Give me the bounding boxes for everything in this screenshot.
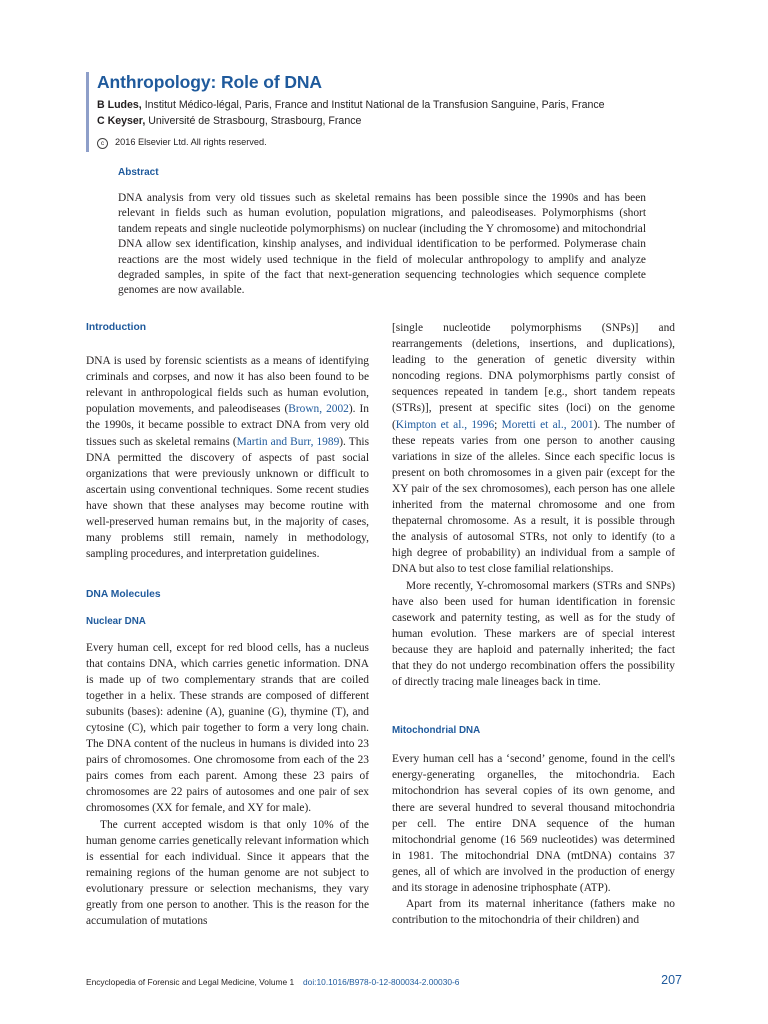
text-run: [single nucleotide polymorphisms (SNPs)] and rearrangements (deletions, insertions, and duplications), leading to the generation of genetic diversity within noncoding regions. DNA polymorphisms partly consist of sequences repeated in tandem [e.g., short tandem repeats (STRs)], present at specific sites (loci) on the genome ( bbox=[392, 322, 675, 431]
section-heading-introduction: Introduction bbox=[86, 322, 147, 333]
citation-link[interactable]: Brown, 2002 bbox=[288, 403, 349, 416]
nuclear-paragraph-2: The current accepted wisdom is that only 10% of the human genome carries genetically relevant information which is essential for each individual. Since it appears that the remaining regions of the human genome are not subject to evolutionary pressure or selection mechanisms, they vary greatly from one person to another. This is the reason for the accumulation of mutations bbox=[86, 818, 369, 928]
author-line-1 bbox=[97, 99, 605, 111]
mito-paragraph-1: Every human cell has a ‘second’ genome, found in the cell's energy-generating organelles, the mitochondria. Each mitochondrion has several copies of its own genome, and there are several hundred to several thousand mitochondria per cell. The entire DNA sequence of the human mitochondrial genome (16 569 nucleotides) was determined in 1981. The mitochondrial DNA (mtDNA) contains 37 genes, all of which are involved in the production of energy and its storage in adenosine triphosphate (ATP). bbox=[392, 753, 675, 894]
text-run: ). The number of these repeats varies from one person to another causing variations in size of the alleles. Since each specific locus is present on both chromosomes in a given pair (except for the XY pair of the sex chromosomes), each person has one allele inherited from the maternal chromosome and one from thepaternal chromosome. As a result, it is possible through the analysis of autosomal STRs, not only to identify (to a high degree of probability) an individual from a sample of DNA but also to test close familial relationships. bbox=[392, 418, 675, 576]
subsection-heading-nuclear-dna: Nuclear DNA bbox=[86, 616, 146, 628]
nuclear-paragraph-1: Every human cell, except for red blood cells, has a nucleus that contains DNA, which carries genetic information. DNA is made up of two complementary strands that are coiled together in a helix. These strands are composed of different subunits (bases): adenine (A), guanine (G), thymine (T), and cytosine (C), which pair together to form a very long chain. The DNA content of the nucleus in humans is divided into 23 pairs of chromosomes. One chromosome from each of the 23 pairs comes from each parent. Among these 23 pairs of chromosomes are 22 pairs of autosomes and one pair of sex chromosomes (XX for female, and XY for male). bbox=[86, 641, 369, 815]
footer-doi-link[interactable]: doi:10.1016/B978-0-12-800034-2.00030-6 bbox=[303, 977, 460, 987]
citation-link[interactable]: Kimpton et al., 1996 bbox=[395, 418, 495, 431]
citation-link[interactable]: Martin and Burr, 1989 bbox=[236, 435, 340, 448]
footer-source: Encyclopedia of Forensic and Legal Medicine, Volume 1 bbox=[86, 977, 295, 987]
copyright-icon: c bbox=[97, 138, 108, 149]
author-name: B Ludes, bbox=[97, 99, 142, 111]
text-run: ). In the 1990s, it became possible to extract DNA from very old tissues such as skeletal remains ( bbox=[86, 403, 369, 448]
author-line-2 bbox=[97, 115, 361, 127]
section-heading-dna-molecules: DNA Molecules bbox=[86, 589, 161, 601]
citation-link[interactable]: Moretti et al., 2001 bbox=[501, 418, 594, 431]
header-accent-rule bbox=[86, 72, 89, 152]
copyright-line bbox=[97, 137, 267, 149]
article-title: Anthropology: Role of DNA bbox=[97, 72, 322, 92]
right-paragraph-2: More recently, Y-chromosomal markers (STRs and SNPs) have also been used for human identification in forensic casework and paternity testing, as well as for the study of human evolution. These markers are of special interest because they are haploid and paternally inherited; the fact that they do not undergo recombination offers the possibility of directly tracing male lineages back in time. bbox=[392, 579, 675, 689]
text-run: ). This DNA permitted the discovery of aspects of past social organizations that were previously unknown or difficult to ascertain using conventional techniques. Some recent studies have shown that these analyses may become routine with well-preserved human remains but, in the majority of cases, many problems still remain, namely in methodology, sampling procedures, and interpretation guidelines. bbox=[86, 435, 369, 561]
copyright-text: 2016 Elsevier Ltd. All rights reserved. bbox=[115, 137, 267, 147]
abstract-heading: Abstract bbox=[118, 167, 159, 178]
right-paragraph-1 bbox=[392, 320, 675, 578]
text-run: DNA is used by forensic scientists as a means of identifying criminals and corpses, and now it has also been found to be relevant in anthropological fields such as human evolution, population movements, and paleodiseases ( bbox=[86, 355, 369, 416]
intro-paragraph bbox=[86, 353, 369, 562]
abstract-text: DNA analysis from very old tissues such as skeletal remains has been possible since the 1990s and has been relevant in fields such as human evolution, population migrations, and paleodiseases. Polymorphisms (short tandem repeats and single nucleotide polymorphisms) on nuclear (including the Y chromosome) and mitochondrial DNA allow sex identification, kinship analyses, and individual identification to be performed. Polymerase chain reactions are the most widely used technique in the field of molecular anthropology to amplify and analyze degraded samples, in spite of the fact that next-generation sequencing technologies which sequence complete genomes are now available. bbox=[118, 192, 646, 297]
left-column bbox=[86, 320, 369, 929]
author-affiliation: Université de Strasbourg, Strasbourg, France bbox=[148, 115, 362, 127]
subsection-heading-mitochondrial-dna: Mitochondrial DNA bbox=[392, 725, 481, 737]
author-name: C Keyser, bbox=[97, 115, 146, 127]
author-affiliation: Institut Médico-légal, Paris, France and Institut National de la Transfusion Sanguine, Paris, France bbox=[144, 99, 605, 111]
page-number: 207 bbox=[661, 973, 682, 987]
text-run: ; bbox=[494, 418, 502, 431]
mito-paragraph-2: Apart from its maternal inheritance (fathers make no contribution to the mitochondria of their children) and bbox=[392, 898, 675, 927]
right-column bbox=[392, 320, 675, 928]
